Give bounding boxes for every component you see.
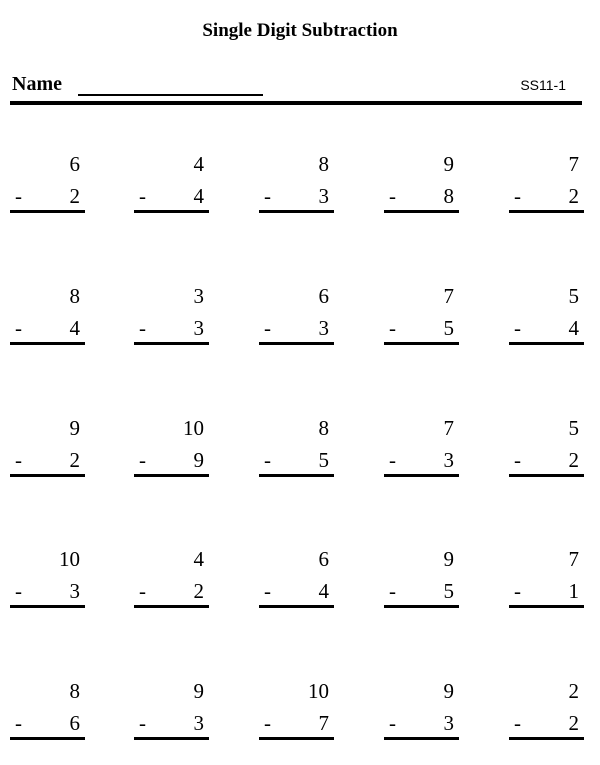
minuend: 7 — [568, 152, 579, 176]
answer-line — [509, 737, 584, 740]
minuend: 10 — [59, 547, 80, 571]
subtrahend: 4 — [69, 316, 80, 340]
subtrahend: 3 — [318, 316, 329, 340]
minus-sign: - — [389, 448, 396, 472]
minus-sign: - — [264, 316, 271, 340]
subtraction-problem — [384, 679, 459, 739]
answer-line — [259, 342, 334, 345]
subtraction-problem — [509, 547, 584, 607]
answer-line — [134, 737, 209, 740]
subtraction-problem — [10, 679, 85, 739]
subtrahend: 2 — [69, 184, 80, 208]
subtrahend: 3 — [318, 184, 329, 208]
minuend: 4 — [193, 547, 204, 571]
minuend: 5 — [568, 284, 579, 308]
minuend: 5 — [568, 416, 579, 440]
answer-line — [384, 737, 459, 740]
subtraction-problem — [134, 679, 209, 739]
minuend: 7 — [443, 284, 454, 308]
minuend: 7 — [443, 416, 454, 440]
subtrahend: 5 — [443, 579, 454, 603]
subtraction-problem — [10, 416, 85, 476]
minus-sign: - — [15, 184, 22, 208]
minus-sign: - — [264, 184, 271, 208]
minuend: 2 — [568, 679, 579, 703]
answer-line — [10, 342, 85, 345]
minuend: 9 — [69, 416, 80, 440]
subtrahend: 2 — [193, 579, 204, 603]
subtrahend: 2 — [568, 711, 579, 735]
answer-line — [259, 210, 334, 213]
subtraction-problem — [259, 547, 334, 607]
answer-line — [134, 342, 209, 345]
subtrahend: 6 — [69, 711, 80, 735]
subtrahend: 5 — [318, 448, 329, 472]
worksheet-code: SS11-1 — [520, 77, 566, 93]
subtrahend: 4 — [193, 184, 204, 208]
answer-line — [134, 210, 209, 213]
subtraction-problem — [10, 284, 85, 344]
minuend: 6 — [318, 547, 329, 571]
answer-line — [384, 605, 459, 608]
subtrahend: 2 — [568, 448, 579, 472]
subtrahend: 8 — [443, 184, 454, 208]
answer-line — [259, 737, 334, 740]
minuend: 8 — [69, 679, 80, 703]
name-label: Name — [12, 73, 62, 95]
answer-line — [259, 474, 334, 477]
minuend: 9 — [443, 679, 454, 703]
minus-sign: - — [264, 579, 271, 603]
minus-sign: - — [264, 711, 271, 735]
minus-sign: - — [139, 448, 146, 472]
minuend: 10 — [308, 679, 329, 703]
minus-sign: - — [389, 316, 396, 340]
minus-sign: - — [15, 711, 22, 735]
subtraction-problem — [384, 152, 459, 212]
subtraction-problem — [259, 152, 334, 212]
answer-line — [509, 474, 584, 477]
header-divider — [10, 101, 582, 105]
answer-line — [259, 605, 334, 608]
minuend: 9 — [193, 679, 204, 703]
worksheet-title: Single Digit Subtraction — [202, 20, 398, 41]
subtraction-problem — [10, 152, 85, 212]
subtraction-problem — [384, 284, 459, 344]
subtraction-problem — [509, 416, 584, 476]
answer-line — [384, 210, 459, 213]
subtrahend: 4 — [318, 579, 329, 603]
minus-sign: - — [139, 184, 146, 208]
minuend: 10 — [183, 416, 204, 440]
minus-sign: - — [139, 579, 146, 603]
minuend: 9 — [443, 547, 454, 571]
subtrahend: 2 — [568, 184, 579, 208]
subtraction-problem — [134, 152, 209, 212]
minus-sign: - — [15, 316, 22, 340]
minuend: 7 — [568, 547, 579, 571]
minuend: 8 — [318, 152, 329, 176]
name-blank-line[interactable] — [78, 94, 263, 96]
answer-line — [10, 737, 85, 740]
subtrahend: 3 — [443, 448, 454, 472]
answer-line — [10, 210, 85, 213]
minus-sign: - — [514, 184, 521, 208]
subtraction-problem — [509, 284, 584, 344]
minus-sign: - — [139, 316, 146, 340]
answer-line — [134, 605, 209, 608]
minuend: 8 — [318, 416, 329, 440]
minus-sign: - — [139, 711, 146, 735]
subtrahend: 1 — [568, 579, 579, 603]
subtrahend: 3 — [193, 316, 204, 340]
answer-line — [384, 342, 459, 345]
subtrahend: 3 — [443, 711, 454, 735]
minuend: 6 — [318, 284, 329, 308]
subtraction-problem — [384, 547, 459, 607]
minus-sign: - — [514, 316, 521, 340]
subtrahend: 7 — [318, 711, 329, 735]
minus-sign: - — [514, 711, 521, 735]
subtraction-problem — [259, 679, 334, 739]
subtrahend: 5 — [443, 316, 454, 340]
subtraction-problem — [259, 416, 334, 476]
subtraction-problem — [134, 284, 209, 344]
minus-sign: - — [264, 448, 271, 472]
minuend: 3 — [193, 284, 204, 308]
subtraction-problem — [134, 416, 209, 476]
minus-sign: - — [389, 579, 396, 603]
minuend: 9 — [443, 152, 454, 176]
subtraction-problem — [259, 284, 334, 344]
minus-sign: - — [389, 184, 396, 208]
answer-line — [134, 474, 209, 477]
answer-line — [509, 342, 584, 345]
subtraction-problem — [384, 416, 459, 476]
subtrahend: 9 — [193, 448, 204, 472]
subtrahend: 2 — [69, 448, 80, 472]
minus-sign: - — [15, 579, 22, 603]
minus-sign: - — [389, 711, 396, 735]
answer-line — [10, 605, 85, 608]
minuend: 4 — [193, 152, 204, 176]
minus-sign: - — [514, 579, 521, 603]
subtrahend: 3 — [69, 579, 80, 603]
answer-line — [509, 210, 584, 213]
subtrahend: 4 — [568, 316, 579, 340]
answer-line — [384, 474, 459, 477]
subtraction-problem — [509, 152, 584, 212]
subtraction-problem — [509, 679, 584, 739]
answer-line — [509, 605, 584, 608]
minuend: 8 — [69, 284, 80, 308]
subtraction-problem — [10, 547, 85, 607]
subtraction-problem — [134, 547, 209, 607]
subtrahend: 3 — [193, 711, 204, 735]
minuend: 6 — [69, 152, 80, 176]
answer-line — [10, 474, 85, 477]
minus-sign: - — [514, 448, 521, 472]
minus-sign: - — [15, 448, 22, 472]
